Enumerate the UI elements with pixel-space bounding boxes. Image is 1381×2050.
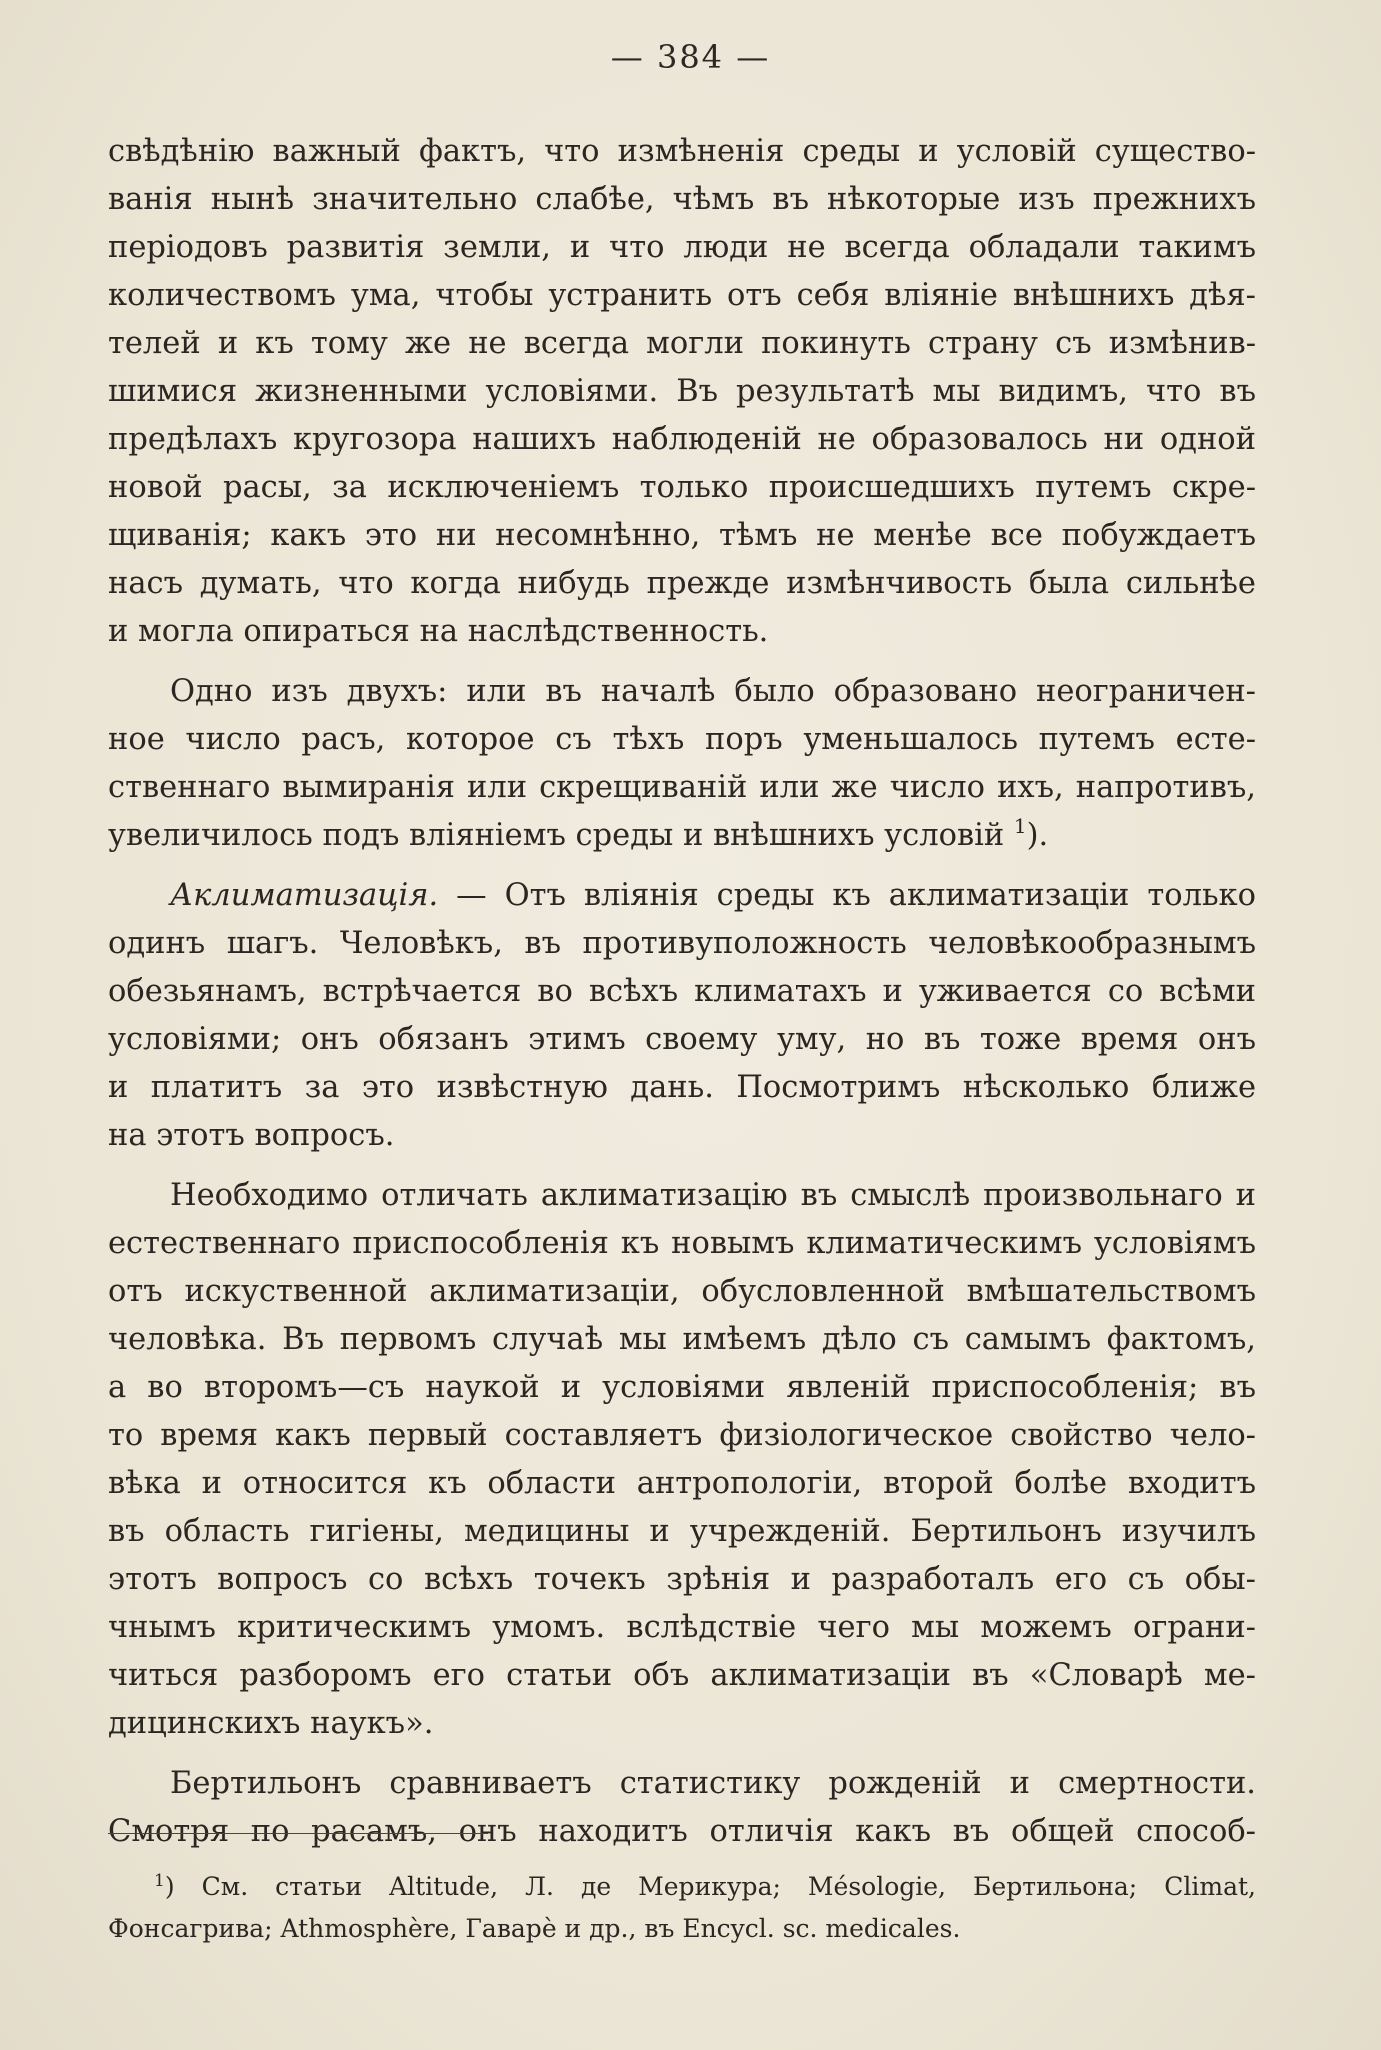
text-line: телей и къ тому же не всегда могли покинуть страну съ измѣнив- xyxy=(108,326,1256,361)
text-line: отъ искуственной аклиматизаціи, обусловленной вмѣшательствомъ xyxy=(108,1274,1256,1309)
text-line: шимися жизненными условіями. Въ результатѣ мы видимъ, что въ xyxy=(108,374,1256,409)
footnote-text: ) См. статьи Altitude, Л. де Мерикура; Mésologie, Бертильона; Climat, xyxy=(164,1872,1256,1901)
text-line: чнымъ критическимъ умомъ. вслѣдствіе чего мы можемъ ограни- xyxy=(108,1610,1256,1645)
paragraph-1 xyxy=(108,128,1256,656)
footnote-mark: 1 xyxy=(154,1871,165,1891)
text-line: насъ думать, что когда нибудь прежде измѣнчивость была сильнѣе xyxy=(108,566,1256,601)
text-line: на этотъ вопросъ. xyxy=(108,1118,395,1153)
text-line: въ область гигіены, медицины и учрежденій. Бертильонъ изучилъ xyxy=(108,1514,1256,1549)
paragraph-4 xyxy=(108,1172,1256,1748)
paragraph-2 xyxy=(108,668,1256,860)
text-line-content: — Отъ вліянія среды къ аклиматизаціи только xyxy=(438,878,1256,913)
text-line: то время какъ первый составляетъ физіологическое свойство чело- xyxy=(108,1418,1256,1453)
text-line: вѣка и относится къ области антропологіи, второй болѣе входитъ xyxy=(108,1466,1256,1501)
text-line: и могла опираться на наслѣдственность. xyxy=(108,614,769,649)
paragraph-3 xyxy=(108,872,1256,1160)
footnote-reference: 1 xyxy=(1013,814,1027,838)
text-line xyxy=(108,812,1256,860)
paragraph-5 xyxy=(108,1760,1256,1856)
text-line: предѣлахъ кругозора нашихъ наблюденій не образовалось ни одной xyxy=(108,422,1256,457)
text-line: Смотря по расамъ, онъ находитъ отличія какъ въ общей способ- xyxy=(108,1814,1256,1849)
footnote-line: Фонсагрива; Athmosphère, Гаварè и др., въ Encycl. sc. medicales. xyxy=(108,1914,961,1943)
text-line: количествомъ ума, чтобы устранить отъ себя вліяніе внѣшнихъ дѣя- xyxy=(108,278,1256,313)
text-line xyxy=(108,872,1256,920)
text-line: Необходимо отличать аклиматизацію въ смыслѣ произвольнаго и xyxy=(170,1178,1256,1213)
text-line-content: увеличилось подъ вліяніемъ среды и внѣшнихъ условій xyxy=(108,818,1005,853)
text-line: періодовъ развитія земли, и что люди не всегда обладали такимъ xyxy=(108,230,1256,265)
text-line: ванія нынѣ значительно слабѣе, чѣмъ въ нѣкоторые изъ прежнихъ xyxy=(108,182,1256,217)
text-line: и платитъ за это извѣстную дань. Посмотримъ нѣсколько ближе xyxy=(108,1070,1256,1105)
text-line: ственнаго вымиранія или скрещиваній или же число ихъ, напротивъ, xyxy=(108,770,1256,805)
footnote-line xyxy=(108,1866,1256,1908)
text-line: Бертильонъ сравниваетъ статистику рожденій и смертности. xyxy=(170,1766,1256,1801)
text-line: ное число расъ, которое съ тѣхъ поръ уменьшалось путемъ есте- xyxy=(108,722,1256,757)
text-line: дицинскихъ наукъ». xyxy=(108,1706,434,1741)
footnote xyxy=(108,1866,1256,1950)
body-text xyxy=(108,128,1256,1856)
text-line: обезьянамъ, встрѣчается во всѣхъ климатахъ и уживается со всѣми xyxy=(108,974,1256,1009)
text-line: этотъ вопросъ со всѣхъ точекъ зрѣнія и разработалъ его съ обы- xyxy=(108,1562,1256,1597)
text-line: человѣка. Въ первомъ случаѣ мы имѣемъ дѣло съ самымъ фактомъ, xyxy=(108,1322,1256,1357)
text-line-tail: ). xyxy=(1026,818,1049,853)
text-line: Одно изъ двухъ: или въ началѣ было образовано неограничен- xyxy=(170,674,1256,709)
text-line: читься разборомъ его статьи объ аклиматизаціи въ «Словарѣ ме- xyxy=(108,1658,1256,1693)
text-line: свѣдѣнію важный фактъ, что измѣненія среды и условій существо- xyxy=(108,134,1256,169)
text-line: а во второмъ—съ наукой и условіями явленій приспособленія; въ xyxy=(108,1370,1256,1405)
text-line: новой расы, за исключеніемъ только происшедшихъ путемъ скре- xyxy=(108,470,1256,505)
text-line: естественнаго приспособленія къ новымъ климатическимъ условіямъ xyxy=(108,1226,1256,1261)
text-line: условіями; онъ обязанъ этимъ своему уму, но въ тоже время онъ xyxy=(108,1022,1256,1057)
text-line: щиванія; какъ это ни несомнѣнно, тѣмъ не менѣе все побуждаетъ xyxy=(108,518,1256,553)
text-line: одинъ шагъ. Человѣкъ, въ противуположность человѣкообразнымъ xyxy=(108,926,1256,961)
section-heading-inline: Аклиматизація. xyxy=(170,878,439,913)
footnote-divider xyxy=(108,1833,488,1834)
page-number: — 384 — xyxy=(610,38,771,76)
